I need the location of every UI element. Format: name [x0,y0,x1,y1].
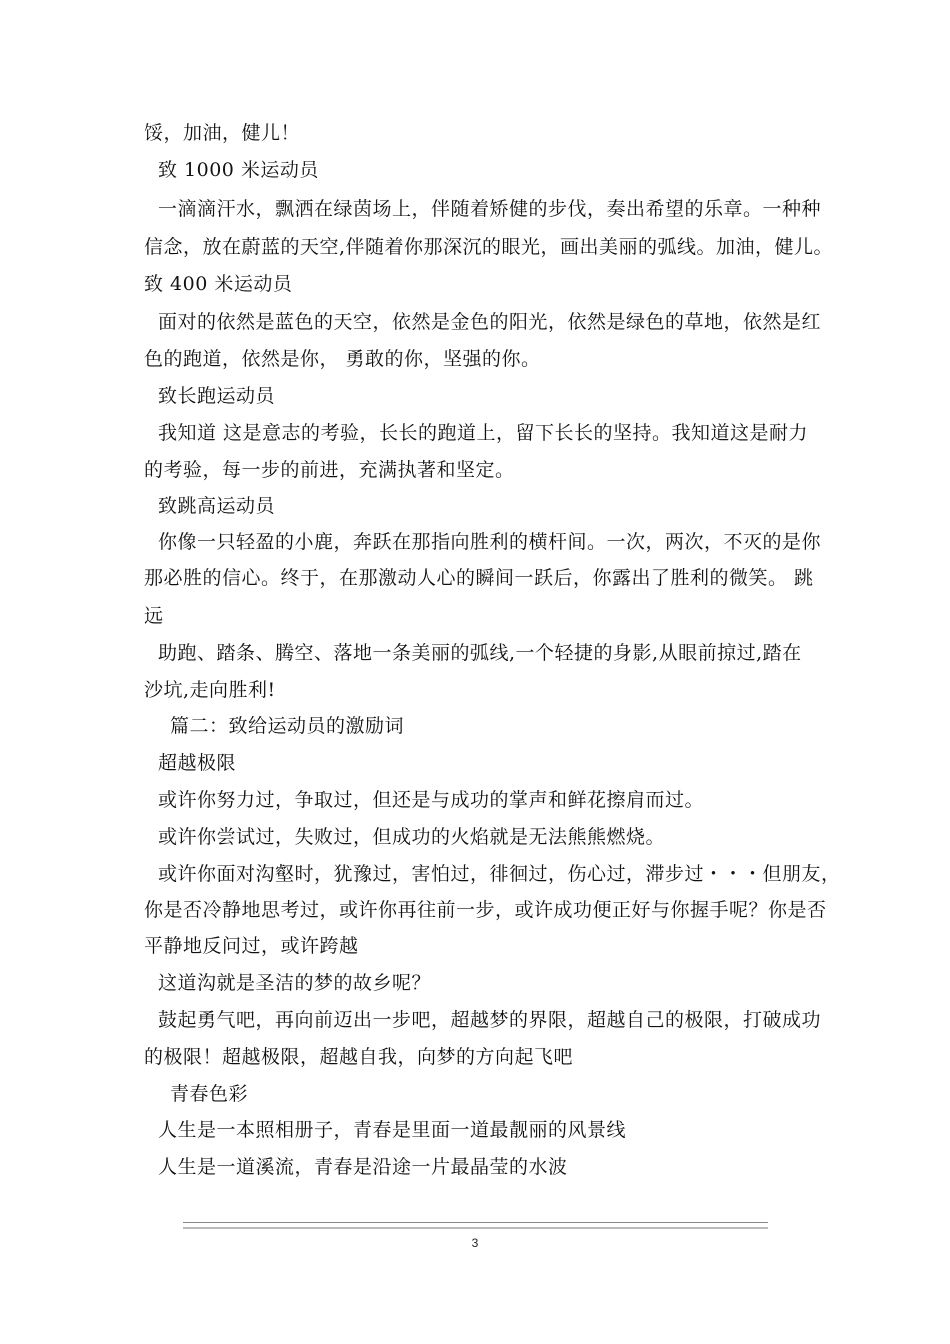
text-line: 人生是一本照相册子，青春是里面一道最靓丽的风景线 [158,1119,627,1141]
text-line: 人生是一道溪流，青春是沿途一片最晶莹的水波 [158,1156,568,1178]
text-line: 或许你面对沟壑时，犹豫过，害怕过，徘徊过，伤心过，滞步过・・・但朋友， [158,863,841,885]
text-line: 信念，放在蔚蓝的天空,伴随着你那深沉的眼光，画出美丽的弧线。加油，健儿。 [144,236,834,258]
text-line: 我知道 这是意志的考验，长长的跑道上，留下长长的坚持。我知道这是耐力 [158,422,809,444]
section-heading: 致跳高运动员 [158,495,276,517]
chapter-heading: 篇二：致给运动员的激励词 [170,715,405,737]
text-line: 那必胜的信心。终于，在那激动人心的瞬间一跃后，你露出了胜利的微笑。 跳 [144,567,814,589]
text-line: 的考验，每一步的前进，充满执著和坚定。 [144,459,515,481]
text-line: 面对的依然是蓝色的天空，依然是金色的阳光，依然是绿色的草地，依然是红 [158,311,822,333]
footer-divider [183,1222,768,1229]
text-line: 这道沟就是圣洁的梦的故乡呢？ [158,972,432,994]
text-line: 平静地反问过，或许跨越 [144,935,359,957]
text-line: 你像一只轻盈的小鹿，奔跃在那指向胜利的横杆间。一次，两次，不灭的是你 [158,531,822,553]
text-line: 色的跑道，依然是你， 勇敢的你，坚强的你。 [144,348,541,370]
text-line: 馁，加油，健儿！ [144,122,301,144]
section-heading: 超越极限 [158,752,237,774]
text-line: 一滴滴汗水，飘洒在绿茵场上，伴随着矫健的步伐，奏出希望的乐章。一种种 [158,198,822,220]
section-heading: 青春色彩 [170,1083,249,1105]
text-line: 助跑、踏条、腾空、落地一条美丽的弧线,一个轻捷的身影,从眼前掠过,踏在 [158,642,802,664]
text-line: 鼓起勇气吧，再向前迈出一步吧，超越梦的界限，超越自己的极限，打破成功 [158,1009,822,1031]
text-line: 的极限！超越极限，超越自我，向梦的方向起飞吧 [144,1046,574,1068]
section-heading: 致长跑运动员 [158,385,276,407]
text-line: 或许你努力过，争取过，但还是与成功的掌声和鲜花擦肩而过。 [158,789,705,811]
text-line: 远 [144,605,164,627]
text-line: 你是否冷静地思考过，或许你再往前一步，或许成功便正好与你握手呢？你是否 [144,899,827,921]
section-heading: 致 400 米运动员 [144,273,293,295]
text-line: 沙坑,走向胜利! [144,679,276,701]
text-line: 或许你尝试过，失败过，但成功的火焰就是无法熊熊燃烧。 [158,826,666,848]
section-heading: 致 1000 米运动员 [158,159,319,181]
page-number: 3 [471,1236,479,1250]
